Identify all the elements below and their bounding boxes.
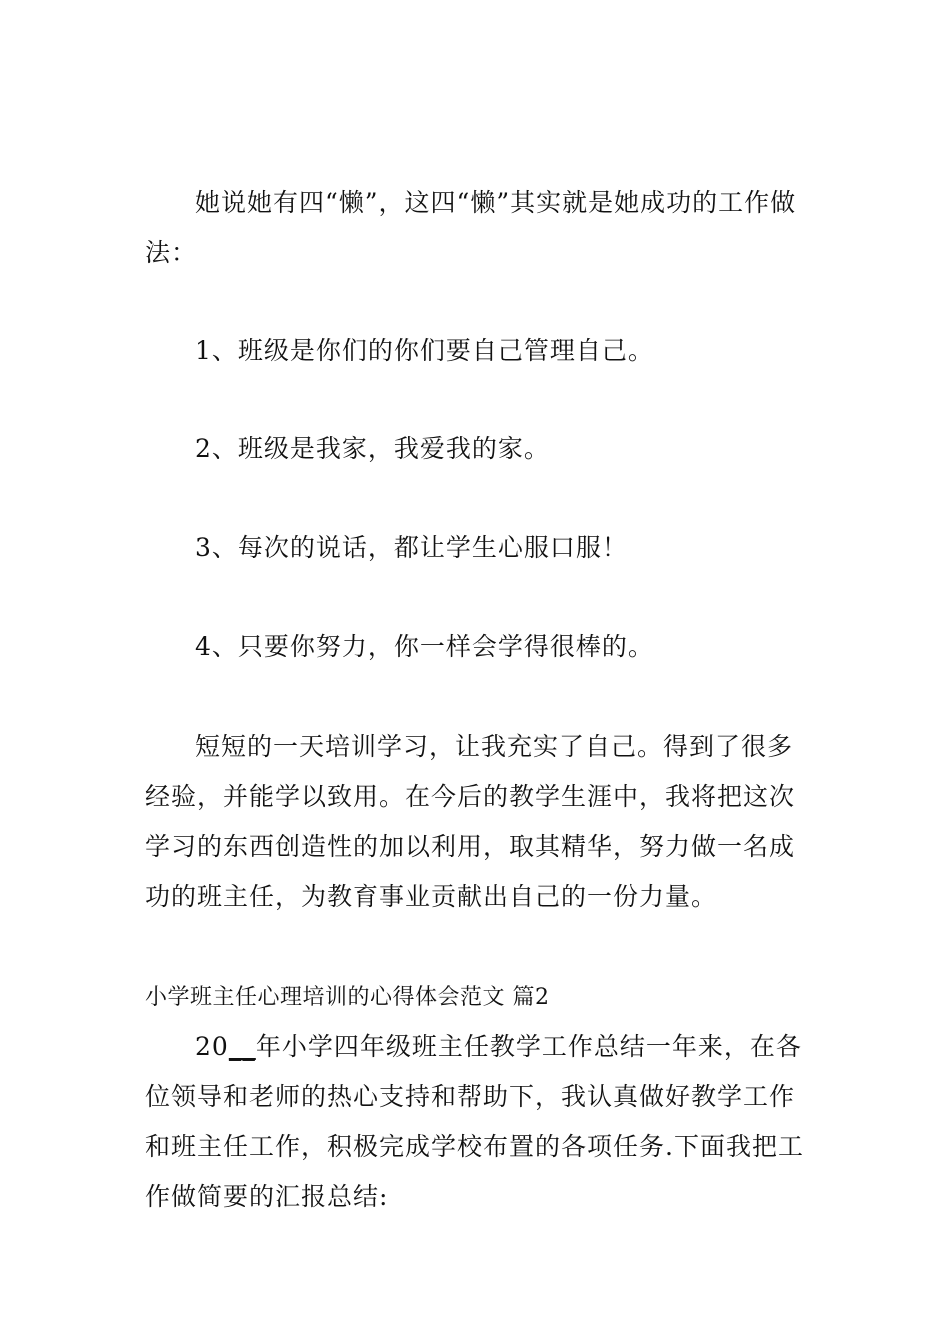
paragraph-report — [145, 1022, 810, 1222]
list-item-1: 1、班级是你们的你们要自己管理自己。 — [195, 336, 654, 365]
section-heading: 小学班主任心理培训的心得体会范文 篇2 — [145, 985, 550, 1010]
list-item-4: 4、只要你努力，你一样会学得很棒的。 — [195, 632, 654, 661]
year-prefix: 20 — [195, 1032, 229, 1061]
list-item-2: 2、班级是我家，我爱我的家。 — [195, 434, 550, 463]
paragraph-summary: 短短的一天培训学习，让我充实了自己。得到了很多经验，并能学以致用。在今后的教学生涯中，我将把这次学习的东西创造性的加以利用，取其精华，努力做一名成功的班主任，为教育事业贡献出自己的一份力量。 — [145, 732, 796, 911]
paragraph-intro: 她说她有四“懒”，这四“懒”其实就是她成功的工作做法： — [145, 188, 797, 267]
year-blank: __ — [228, 1032, 256, 1061]
report-text: 年小学四年级班主任教学工作总结一年来，在各位领导和老师的热心支持和帮助下，我认真做好教学工作和班主任工作，积极完成学校布置的各项任务.下面我把工作做简要的汇报总结: — [145, 1032, 804, 1211]
list-item-3: 3、每次的说话，都让学生心服口服！ — [195, 533, 628, 562]
